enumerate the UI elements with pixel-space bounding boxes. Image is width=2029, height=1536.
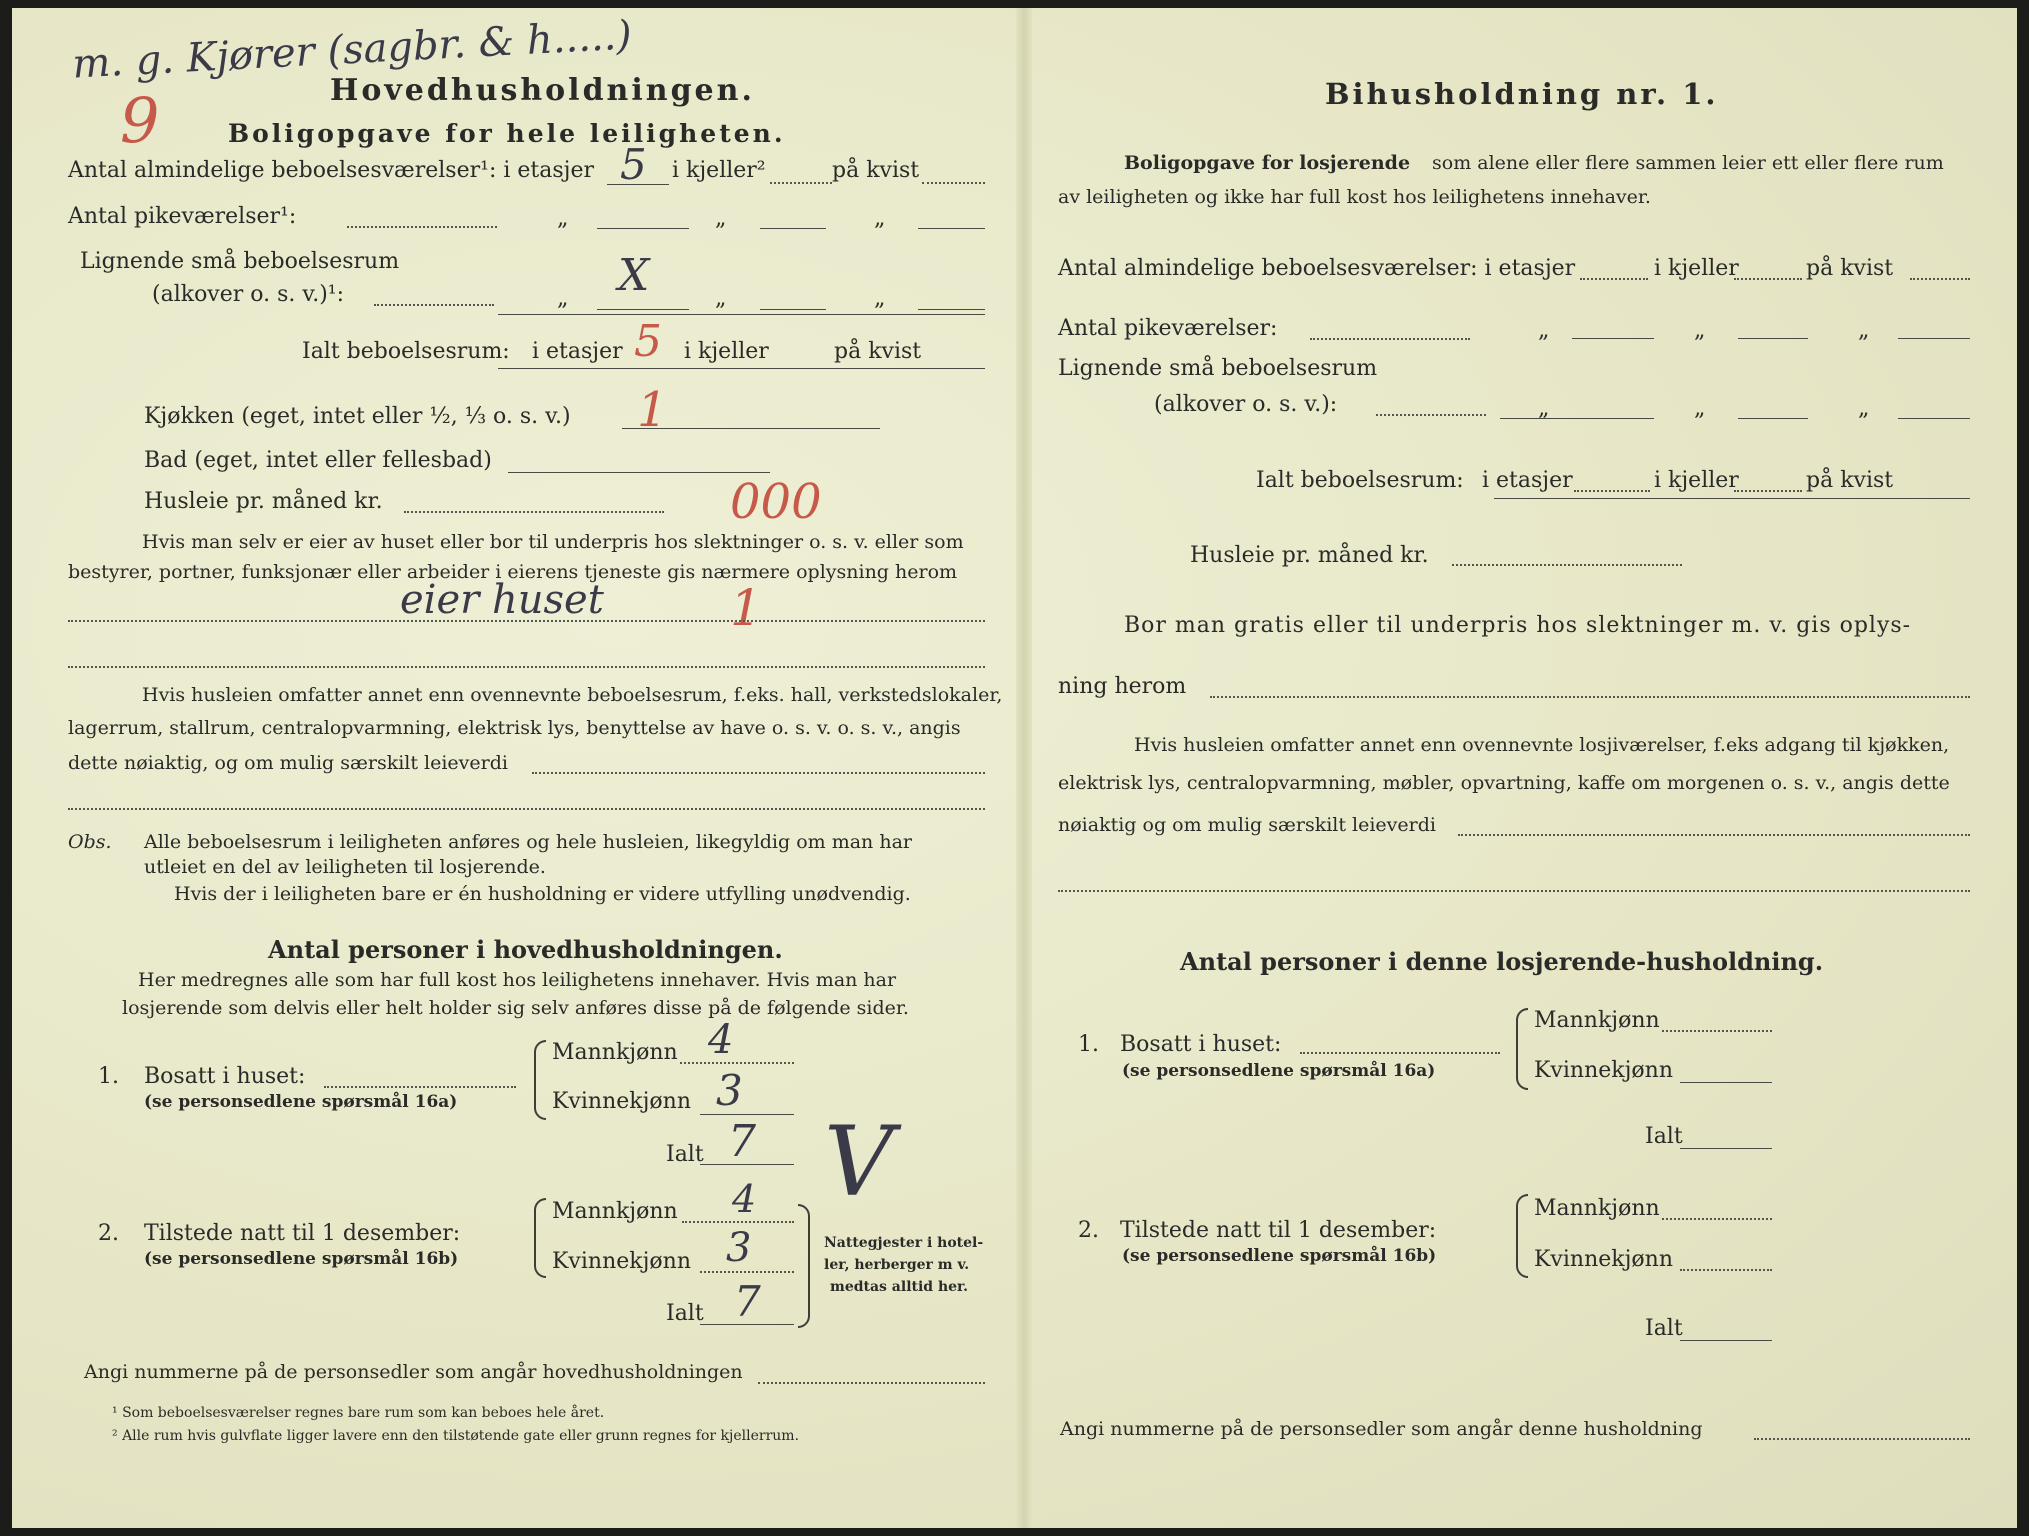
right-pike-kjeller-field[interactable] [1738, 338, 1808, 339]
ditto-mark: „ [557, 206, 569, 231]
check-mark: V [824, 1106, 894, 1218]
ialt-kjeller-label: i kjeller [684, 339, 769, 364]
persons-text-1: Her medregnes alle som har full kost hos leilighetens innehaver. Hvis man har [138, 969, 897, 991]
right-persons-title: Antal personer i denne losjerende-husholdning. [1180, 947, 1824, 976]
ditto-mark: „ [715, 286, 727, 311]
rooms-etasjer-label: Antal almindelige beboelsesværelser¹: i etasjer [68, 158, 595, 183]
natt-note-2: ler, herberger m v. [824, 1257, 970, 1273]
pike-kvist-field[interactable] [918, 228, 985, 229]
right-alkover-kjeller-field[interactable] [1738, 418, 1808, 419]
q2-kvinne-field[interactable] [700, 1271, 794, 1273]
q2-kvinne-value: 3 [726, 1225, 752, 1271]
omfatter-field-1[interactable] [532, 772, 985, 774]
right-q1-kvinne-field[interactable] [1680, 1082, 1772, 1083]
right-ialt-etasjer-label: i etasjer [1482, 468, 1573, 493]
right-ialt-field[interactable] [1494, 498, 1970, 499]
alkover-etasjer-field[interactable] [597, 309, 689, 310]
right-title: Bihusholdning nr. 1. [1325, 77, 1719, 111]
obs-label: Obs. [68, 831, 112, 853]
right-q2-kvinne-label: Kvinnekjønn [1534, 1247, 1673, 1272]
ditto-mark: „ [1538, 396, 1550, 421]
right-q1-brace [1516, 1008, 1528, 1090]
ditto-mark: „ [874, 286, 886, 311]
q2-right-brace [798, 1204, 810, 1328]
right-q2-mann-field[interactable] [1662, 1218, 1772, 1220]
ialt-kvist-label: på kvist [834, 339, 922, 364]
right-q2-ialt-label: Ialt [1645, 1316, 1683, 1341]
alkover-label: (alkover o. s. v.)¹: [152, 282, 345, 307]
right-rooms-etasjer-field[interactable] [1580, 278, 1648, 280]
right-ialt-label: Ialt beboelsesrum: [1256, 468, 1464, 493]
left-title: Hovedhusholdningen. [330, 73, 755, 108]
pike-kjeller-field[interactable] [760, 228, 826, 229]
footnote-2: ² Alle rum hvis gulvflate ligger lavere enn den tilstøtende gate eller grunn regnes for kjellerrum. [112, 1428, 800, 1444]
right-q1-ialt-field[interactable] [1680, 1148, 1772, 1149]
rooms-kvist-label: på kvist [832, 158, 920, 183]
left-subtitle: Boligopgave for hele leiligheten. [228, 119, 786, 148]
right-gratis-2: ning herom [1058, 674, 1187, 699]
eier-handwritten: eier huset [400, 577, 604, 623]
right-alkover-kvist-field[interactable] [1898, 418, 1970, 419]
right-alkover-label: (alkover o. s. v.): [1154, 392, 1338, 417]
natt-note-3: medtas alltid her. [830, 1279, 969, 1295]
right-q2-ialt-field[interactable] [1680, 1340, 1772, 1341]
right-pike-label: Antal pikeværelser: [1058, 316, 1278, 341]
right-q1-label: Bosatt i huset: [1120, 1032, 1282, 1057]
omfatter-text-3: dette nøiaktig, og om mulig særskilt leieverdi [68, 752, 508, 774]
right-pike-leader-dots [1310, 338, 1470, 340]
right-ialt-kjeller-field[interactable] [1734, 490, 1802, 492]
angi-label: Angi nummerne på de personsedler som angår hovedhusholdningen [84, 1361, 743, 1383]
q2-number: 2. [98, 1221, 119, 1246]
q2-ialt-label: Ialt [666, 1301, 704, 1326]
persons-text-2: losjerende som delvis eller helt holder sig selv anføres disse på de følgende sider. [122, 997, 909, 1019]
lignende-label: Lignende små beboelsesrum [80, 249, 400, 274]
right-alkover-etasjer-field[interactable] [1500, 418, 1654, 419]
q1-number: 1. [98, 1064, 119, 1089]
alkover-kvist-field[interactable] [918, 309, 985, 310]
right-q2-brace [1516, 1194, 1528, 1278]
right-lignende-label: Lignende små beboelsesrum [1058, 356, 1378, 381]
q2-ialt-value: 7 [734, 1277, 761, 1326]
rooms-kjeller-label: i kjeller² [672, 158, 766, 183]
ialt-etasjer-label: i etasjer [532, 339, 623, 364]
right-rooms-label: Antal almindelige beboelsesværelser: i etasjer [1058, 256, 1576, 281]
right-intro-2: av leiligheten og ikke har full kost hos leilighetens innehaver. [1058, 186, 1651, 208]
q1-ialt-value: 7 [728, 1116, 756, 1167]
right-husleie-label: Husleie pr. måned kr. [1190, 543, 1429, 568]
pike-etasjer-field[interactable] [597, 228, 689, 229]
q1-kvinne-field[interactable] [700, 1114, 794, 1115]
right-husleie-field[interactable] [1452, 564, 1682, 566]
ditto-mark: „ [874, 206, 886, 231]
eier-field-2[interactable] [68, 666, 985, 668]
right-q1-sublabel: (se personsedlene spørsmål 16a) [1122, 1061, 1436, 1081]
alkover-leader-dots [374, 304, 494, 306]
right-rooms-kvist-label: på kvist [1806, 256, 1894, 281]
census-form-sheet [12, 8, 2017, 1528]
kjokken-label: Kjøkken (eget, intet eller ½, ⅓ o. s. v.) [144, 404, 571, 429]
q1-kvinne-label: Kvinnekjønn [552, 1089, 691, 1114]
right-omfatter-2: elektrisk lys, centralopvarmning, møbler, opvartning, kaffe om morgenen o. s. v., angis dette [1058, 772, 1950, 794]
obs-text-2: utleiet en del av leiligheten til losjerende. [144, 856, 546, 878]
q2-kvinne-label: Kvinnekjønn [552, 1249, 691, 1274]
right-rooms-kjeller-label: i kjeller [1654, 256, 1739, 281]
q1-kvinne-value: 3 [716, 1066, 743, 1115]
ialt-etasjer-value: 5 [634, 316, 662, 367]
right-angi-field[interactable] [1754, 1438, 1970, 1440]
eier-handwritten-mark: 1 [730, 579, 762, 637]
ditto-mark: „ [1694, 318, 1706, 343]
right-intro-1: som alene eller flere sammen leier ett eller flere rum [1432, 152, 1944, 174]
obs-text-3: Hvis der i leiligheten bare er én husholdning er videre utfylling unødvendig. [174, 883, 911, 905]
husleie-label: Husleie pr. måned kr. [144, 489, 383, 514]
obs-text-1: Alle beboelsesrum i leiligheten anføres og hele husleien, likegyldig om man har [144, 831, 912, 853]
right-pike-kvist-field[interactable] [1898, 338, 1970, 339]
husleie-field[interactable] [404, 511, 664, 513]
right-angi-label: Angi nummerne på de personsedler som angår denne husholdning [1060, 1418, 1703, 1440]
handwritten-form-number: 9 [120, 84, 160, 157]
right-gratis-field[interactable] [1210, 696, 1970, 698]
page-fold [1016, 8, 1032, 1528]
eier-text-2: bestyrer, portner, funksjonær eller arbeider i eierens tjeneste gis nærmere oplysning herom [68, 561, 958, 583]
footnote-1: ¹ Som beboelsesværelser regnes bare rum som kan beboes hele året. [112, 1405, 605, 1421]
right-alkover-leader-dots [1376, 414, 1486, 416]
q1-mann-field[interactable] [680, 1062, 794, 1064]
ialt-rooms-field[interactable] [498, 368, 985, 369]
q2-mann-value: 4 [732, 1177, 757, 1221]
rooms-etasjer-value: 5 [620, 140, 647, 189]
q2-mann-label: Mannkjønn [552, 1199, 678, 1224]
q2-sublabel: (se personsedlene spørsmål 16b) [144, 1249, 459, 1269]
omfatter-field-2[interactable] [68, 808, 985, 810]
husleie-value: 000 [730, 474, 822, 530]
angi-field[interactable] [758, 1382, 985, 1384]
right-ialt-kvist-label: på kvist [1806, 468, 1894, 493]
q2-brace [534, 1198, 546, 1278]
right-intro-bold: Boligopgave for losjerende [1124, 152, 1411, 174]
right-q2-label: Tilstede natt til 1 desember: [1120, 1218, 1437, 1243]
right-q2-mann-label: Mannkjønn [1534, 1196, 1660, 1221]
right-q1-kvinne-label: Kvinnekjønn [1534, 1058, 1673, 1083]
q2-mann-field[interactable] [682, 1221, 794, 1223]
q1-ialt-label: Ialt [666, 1142, 704, 1167]
ditto-mark: „ [1858, 318, 1870, 343]
ditto-mark: „ [557, 286, 569, 311]
alkover-kjeller-field[interactable] [760, 309, 826, 310]
right-q1-number: 1. [1078, 1032, 1099, 1057]
alkover-cross-mark: X [618, 250, 650, 301]
right-rooms-kvist-field[interactable] [1910, 278, 1970, 280]
q2-label: Tilstede natt til 1 desember: [144, 1221, 461, 1246]
right-q1-ialt-label: Ialt [1645, 1124, 1683, 1149]
right-q2-number: 2. [1078, 1218, 1099, 1243]
right-omfatter-field-1[interactable] [1458, 834, 1970, 836]
omfatter-text-1: Hvis husleien omfatter annet enn ovennevnte beboelsesrum, f.eks. hall, verkstedslokaler, [142, 684, 1003, 706]
q1-brace [534, 1040, 546, 1120]
right-ialt-kjeller-label: i kjeller [1654, 468, 1739, 493]
right-q1-mann-field[interactable] [1662, 1030, 1772, 1032]
ditto-mark: „ [1694, 396, 1706, 421]
right-omfatter-field-2[interactable] [1058, 890, 1970, 892]
kjokken-value: 1 [637, 382, 668, 438]
q1-mann-label: Mannkjønn [552, 1040, 678, 1065]
right-gratis-1: Bor man gratis eller til underpris hos slektninger m. v. gis oplys- [1124, 613, 1912, 638]
right-q2-kvinne-field[interactable] [1680, 1269, 1772, 1271]
omfatter-text-2: lagerrum, stallrum, centralopvarmning, elektrisk lys, benyttelse av have o. s. v. o. s. v., angis [68, 717, 961, 739]
right-omfatter-1: Hvis husleien omfatter annet enn ovennevnte losjiværelser, f.eks adgang til kjøkken, [1134, 734, 1950, 756]
right-q1-mann-label: Mannkjønn [1534, 1008, 1660, 1033]
pike-leader-dots [347, 226, 497, 228]
persons-title: Antal personer i hovedhusholdningen. [268, 935, 783, 964]
natt-note-1: Nattegjester i hotel- [824, 1235, 984, 1251]
right-omfatter-3: nøiaktig og om mulig særskilt leieverdi [1058, 814, 1436, 836]
right-rooms-kjeller-field[interactable] [1734, 278, 1802, 280]
q1-label: Bosatt i huset: [144, 1064, 306, 1089]
rule [498, 314, 985, 315]
q1-mann-value: 4 [708, 1017, 734, 1063]
right-ialt-etasjer-field[interactable] [1574, 490, 1650, 492]
eier-text-1: Hvis man selv er eier av huset eller bor til underpris hos slektninger o. s. v. eller som [142, 531, 964, 553]
right-q2-sublabel: (se personsedlene spørsmål 16b) [1122, 1246, 1437, 1266]
ditto-mark: „ [1858, 396, 1870, 421]
right-pike-etasjer-field[interactable] [1572, 338, 1654, 339]
q1-sublabel: (se personsedlene spørsmål 16a) [144, 1092, 458, 1112]
ialt-rooms-label: Ialt beboelsesrum: [302, 339, 510, 364]
eier-field-1[interactable] [68, 620, 985, 622]
rooms-kvist-field[interactable] [922, 182, 985, 184]
right-q1-leader-dots [1300, 1052, 1500, 1054]
handwritten-occupation-note: m. g. Kjører (sagbr. & h.....) [71, 12, 633, 88]
ditto-mark: „ [715, 206, 727, 231]
q1-leader-dots [324, 1086, 516, 1088]
pike-label: Antal pikeværelser¹: [68, 204, 297, 229]
bad-field[interactable] [508, 472, 770, 473]
ditto-mark: „ [1538, 318, 1550, 343]
rooms-kjeller-field[interactable] [770, 182, 832, 184]
bad-label: Bad (eget, intet eller fellesbad) [144, 448, 492, 473]
